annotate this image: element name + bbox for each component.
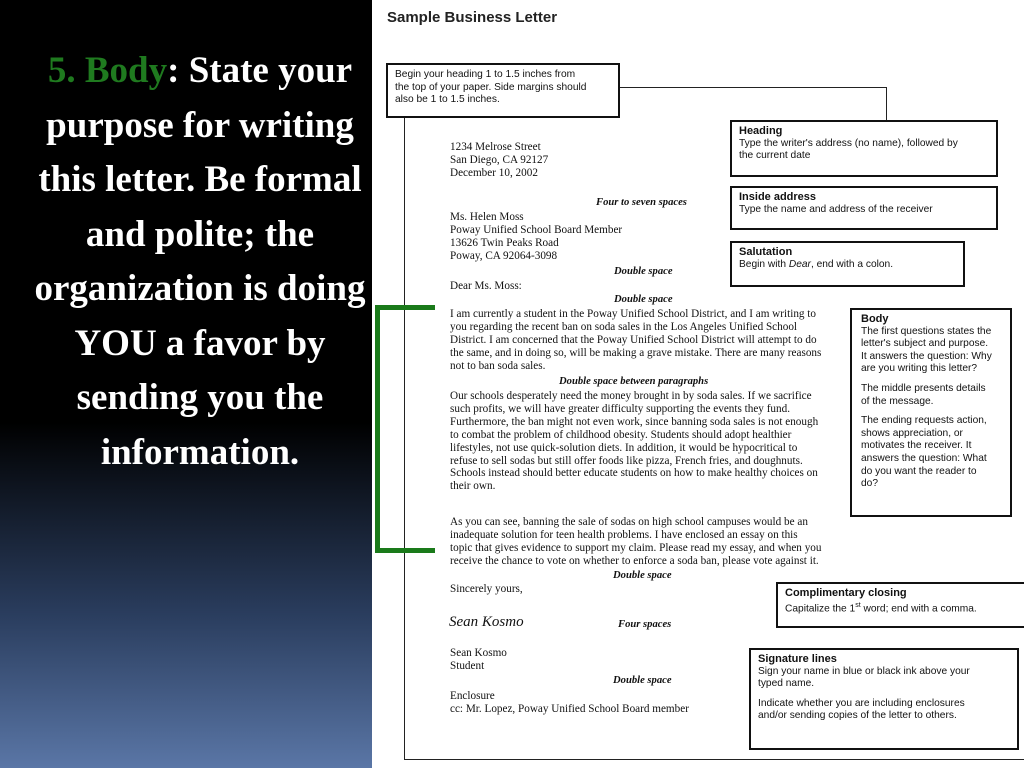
callout-line: do?	[861, 478, 878, 490]
callout-line: Type the name and address of the receiver	[739, 203, 933, 215]
heading-date: December 10, 2002	[450, 166, 538, 179]
spacing-note: Double space	[613, 675, 672, 686]
callout-title: Signature lines	[758, 653, 837, 665]
address-line: Poway, CA 92064-3098	[450, 249, 558, 262]
callout-line: are you writing this letter?	[861, 363, 978, 375]
inside-address	[450, 211, 622, 263]
body-bracket-top	[375, 305, 435, 310]
enclosure-lines	[450, 690, 689, 716]
paragraph-line: inadequate solution for teen health problems. I have enclosed an essay on this	[450, 528, 798, 541]
paragraph-line: to combat the problem of childhood obesity. Students should adopt healthier	[450, 428, 792, 441]
callout-text: Capitalize the 1	[785, 602, 856, 614]
callout-line: typed name.	[758, 678, 815, 690]
callout-line: answers the question: What	[861, 452, 987, 464]
callout-text: Begin with	[739, 258, 789, 270]
paragraph-line: receive the chance to vote on whether to enforce a soda ban, please vote against it.	[450, 554, 819, 567]
page-top-line	[620, 87, 886, 88]
callout-title: Salutation	[739, 246, 793, 258]
page-right-line	[886, 87, 887, 123]
document-title: Sample Business Letter	[387, 9, 558, 26]
body-paragraph-2	[450, 390, 818, 493]
paragraph-line: not to ban soda sales.	[450, 359, 546, 372]
spacing-note: Double space between paragraphs	[559, 376, 709, 387]
address-line: 13626 Twin Peaks Road	[450, 236, 559, 249]
paragraph-line: I am currently a student in the Poway Unified School District, and I am writing to	[450, 308, 817, 320]
callout-line	[739, 259, 957, 272]
paragraph-line: Furthermore, the ban might not even work, since banning soda sales is not enough	[450, 415, 819, 428]
paragraph-line: their own.	[450, 480, 496, 493]
body-bracket-bottom	[375, 548, 435, 553]
callout-title: Body	[861, 313, 889, 325]
page-bottom-line	[404, 759, 1024, 760]
spacing-note: Four to seven spaces	[596, 197, 687, 208]
heading-line: San Diego, CA 92127	[450, 153, 549, 166]
callout-line: Sign your name in blue or black ink above your	[758, 665, 970, 677]
note-line: Begin your heading 1 to 1.5 inches from	[395, 69, 576, 80]
body-bracket	[375, 305, 380, 553]
callout-line: letter's subject and purpose.	[861, 338, 989, 350]
callout-emphasis: Dear	[788, 258, 811, 270]
slide-keyword: 5. Body	[47, 50, 168, 91]
spacing-note: Double space	[614, 266, 673, 277]
callout-text: , end with a colon.	[810, 258, 894, 270]
callout-heading	[730, 120, 998, 177]
typed-signature	[450, 647, 507, 673]
paragraph-line: such profits, we will have greater difficulty supporting the events they fund.	[450, 402, 790, 415]
spacing-note: Four spaces	[618, 619, 672, 630]
callout-title: Heading	[739, 125, 783, 137]
callout-line: It answers the question: Why	[861, 350, 992, 362]
heading-address	[450, 141, 548, 180]
callout-signature-lines	[749, 648, 1019, 750]
note-line: also be 1 to 1.5 inches.	[395, 94, 500, 106]
callout-line: the current date	[739, 150, 811, 162]
paragraph-line: you regarding the recent ban on soda sales in the Los Angeles Unified School	[450, 320, 798, 333]
callout-line: The first questions states the	[861, 325, 992, 337]
margins-note-box	[386, 63, 620, 118]
callout-superscript: st	[855, 601, 861, 609]
handwritten-signature: Sean Kosmo	[449, 614, 524, 630]
typed-title: Student	[450, 659, 485, 672]
paragraph-line: District. I am concerned that the Poway Unified School District will attempt to do	[450, 333, 817, 346]
callout-line: of the message.	[861, 395, 934, 407]
salutation-text: Dear Ms. Moss:	[450, 280, 522, 292]
spacing-note: Double space	[614, 294, 673, 305]
closing-text: Sincerely yours,	[450, 583, 523, 595]
callout-line: The ending requests action,	[861, 415, 987, 427]
enclosure-text: Enclosure	[450, 690, 495, 702]
callout-title: Complimentary closing	[785, 587, 907, 599]
slide-body-text: : State your purpose for writing this letter. Be formal and polite; the organization is doing YOU a favor by sending you the information.	[34, 50, 366, 473]
address-line: Ms. Helen Moss	[450, 211, 524, 223]
paragraph-line: lifestyles, not use quick-solution diets. In addition, it would be hypocritical to	[450, 441, 798, 454]
cc-text: cc: Mr. Lopez, Poway Unified School Board member	[450, 702, 689, 715]
paragraph-line: the same, and in doing so, will be making a grave mistake. There are many reasons	[450, 346, 822, 359]
sample-letter-document	[372, 0, 1024, 768]
page-left-line	[404, 118, 405, 759]
slide-panel	[0, 0, 372, 768]
typed-name: Sean Kosmo	[450, 647, 507, 659]
paragraph-line: As you can see, banning the sale of sodas on high school campuses would be an	[450, 516, 808, 528]
address-line: Poway Unified School Board Member	[450, 223, 623, 236]
callout-line: Indicate whether you are including enclosures	[758, 697, 965, 709]
callout-line: The middle presents details	[861, 382, 986, 394]
body-paragraph-1	[450, 308, 821, 373]
paragraph-line: Our schools desperately need the money brought in by soda sales. If we sacrifice	[450, 390, 812, 402]
spacing-note: Double space	[613, 570, 672, 581]
paragraph-line: refuse to sell sodas but still offer foods like pizza, French fries, and doughnuts.	[450, 454, 803, 467]
callout-complimentary-closing	[776, 582, 1024, 628]
body-paragraph-3	[450, 516, 821, 568]
slide-text	[22, 44, 378, 480]
callout-line: motivates the receiver. It	[861, 440, 972, 452]
heading-line: 1234 Melrose Street	[450, 141, 541, 153]
callout-line: and/or sending copies of the letter to others.	[758, 710, 957, 722]
callout-line: shows appreciation, or	[861, 427, 963, 439]
callout-title: Inside address	[739, 191, 817, 203]
paragraph-line: Schools instead should better educate students on how to make healthy choices on	[450, 467, 818, 480]
paragraph-line: topic that gives evidence to support my claim. Please read my essay, and when you	[450, 541, 822, 554]
callout-line: Type the writer's address (no name), followed by	[739, 137, 958, 149]
callout-line	[785, 600, 1018, 616]
callout-body	[850, 308, 1012, 517]
callout-salutation	[730, 241, 965, 287]
callout-inside-address	[730, 186, 998, 230]
callout-line: do you want the reader to	[861, 465, 977, 477]
callout-text: word; end with a comma.	[860, 602, 977, 614]
note-line: the top of your paper. Side margins should	[395, 81, 587, 93]
